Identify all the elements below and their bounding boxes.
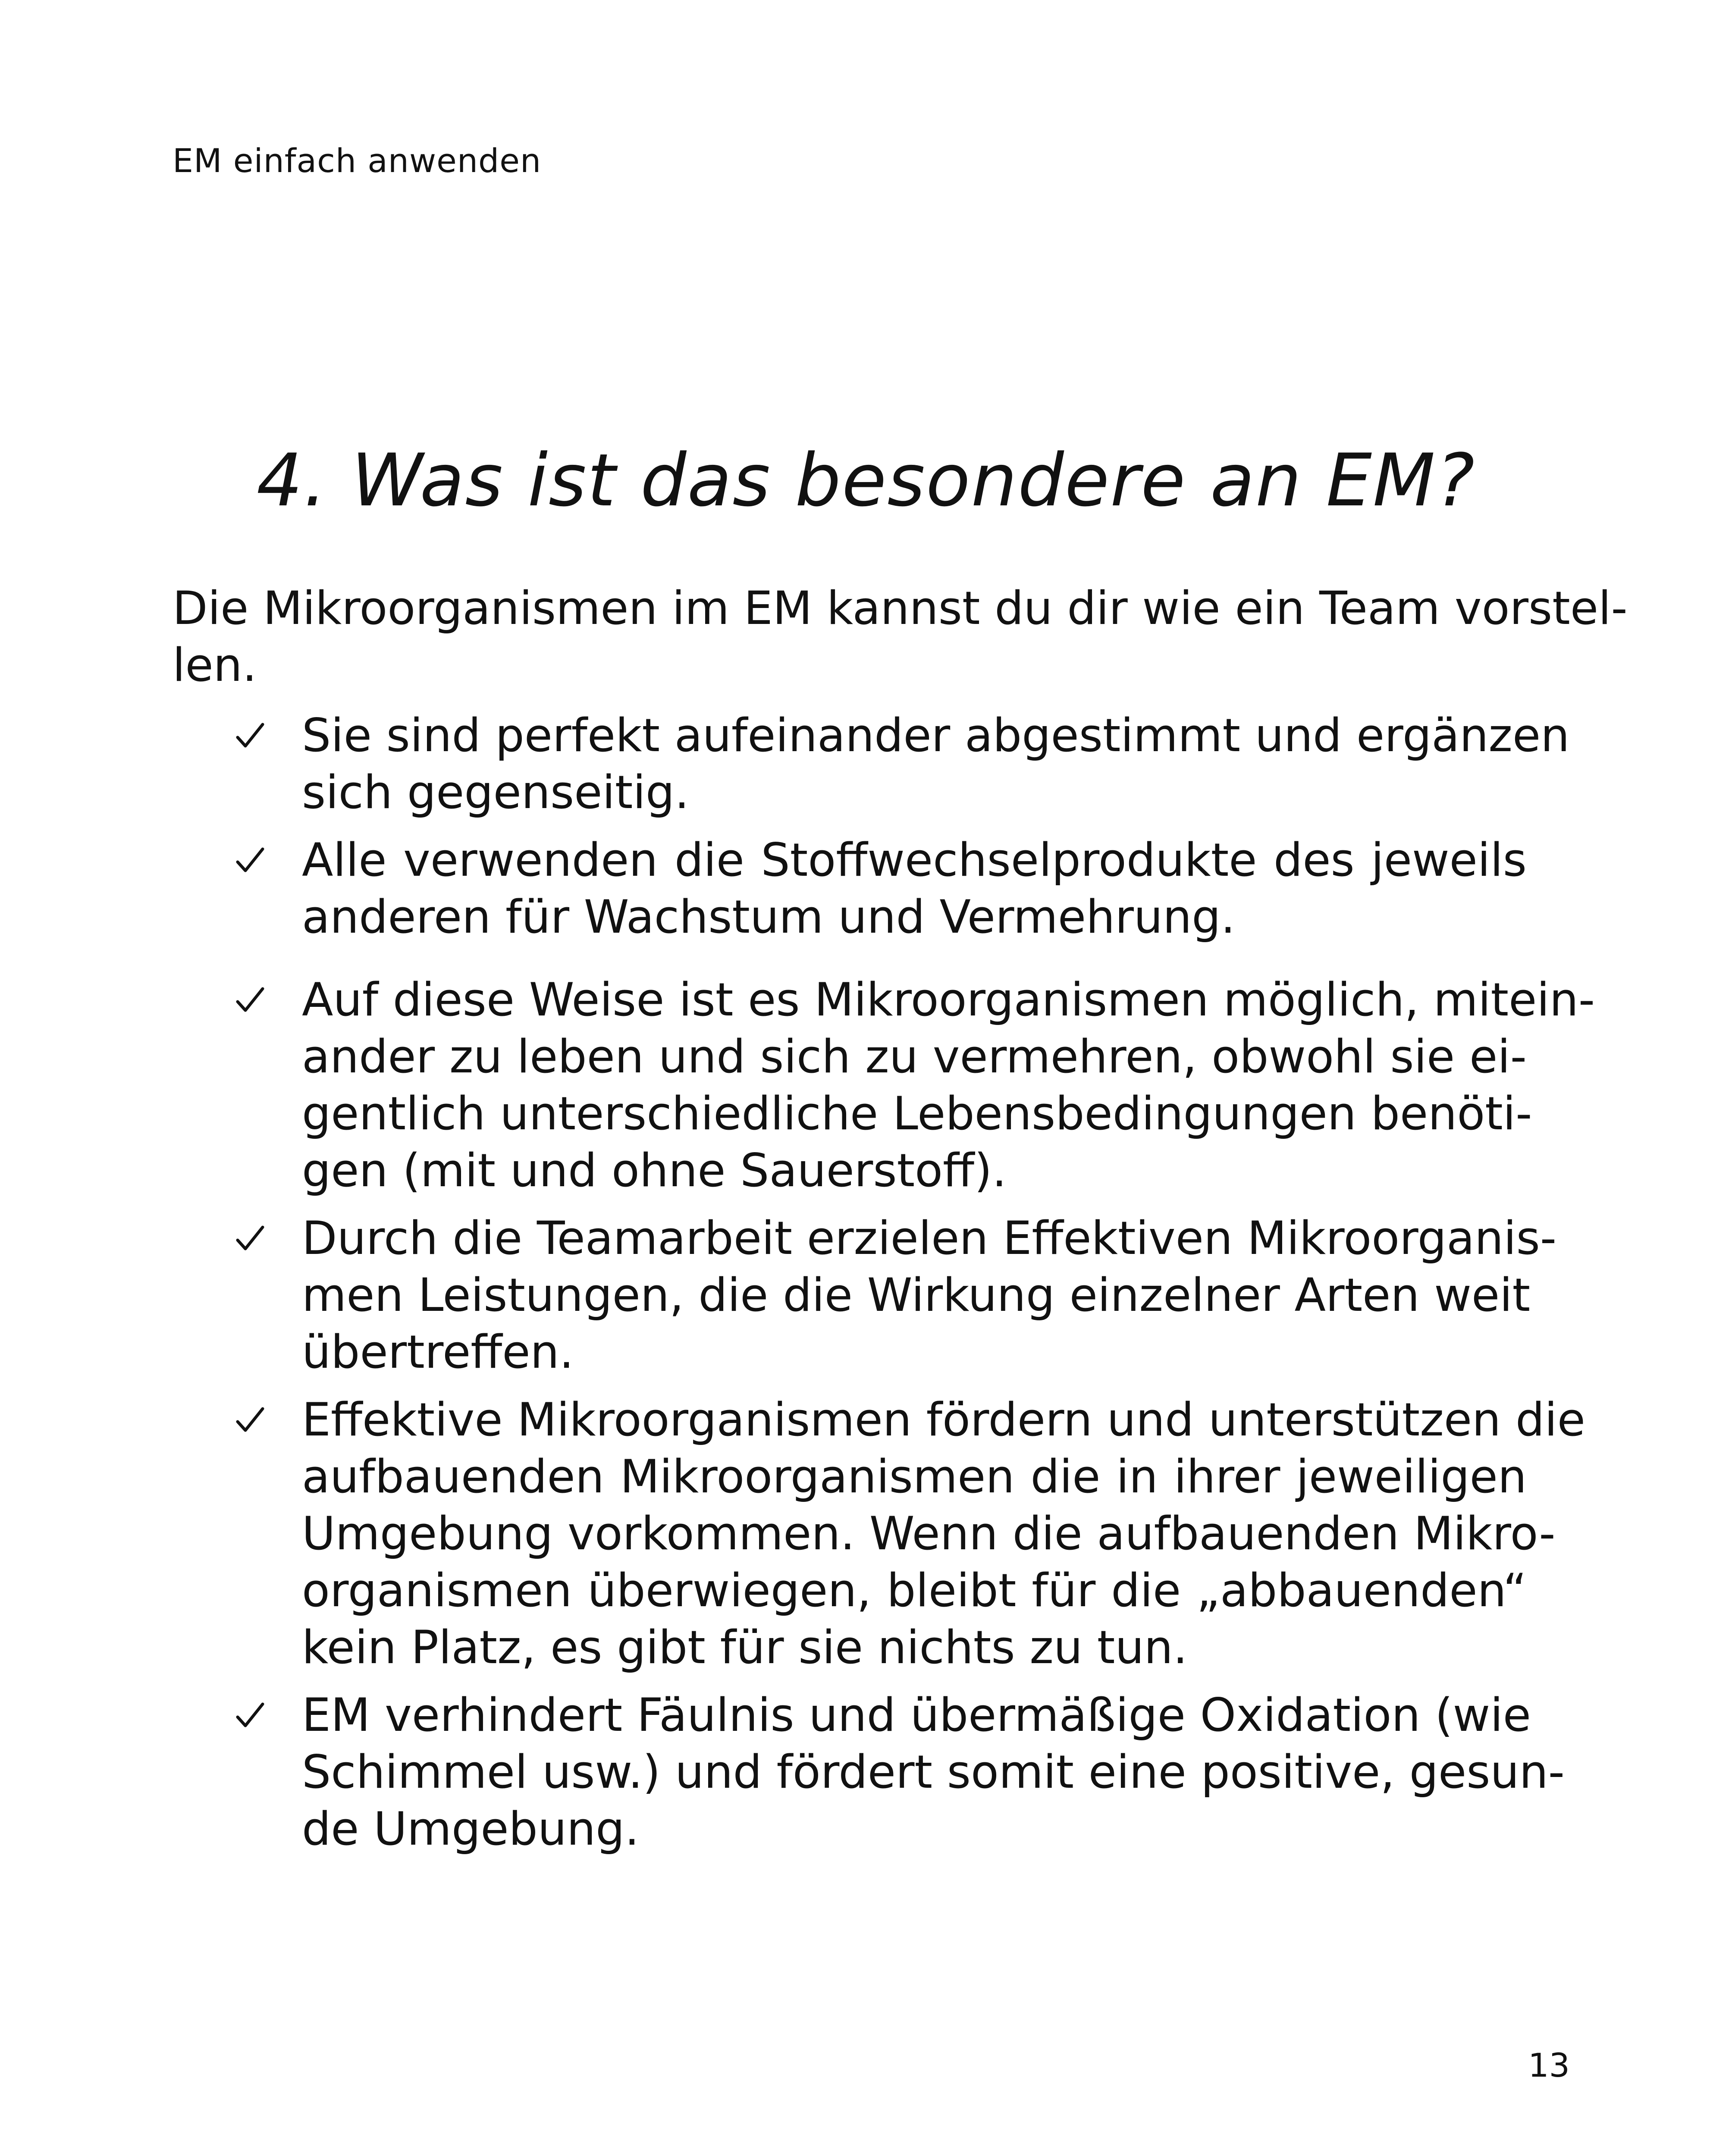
checklist-line: Umgebung vorkommen. Wenn die aufbauenden Mikro- [302, 1507, 1556, 1560]
checklist-line: übertreffen. [302, 1326, 574, 1379]
running-header: EM einfach anwenden [173, 141, 542, 180]
checklist-line: gen (mit und ohne Sauerstoff). [302, 1144, 1007, 1197]
checklist-line: EM verhindert Fäulnis und übermäßige Oxidation (wie [302, 1689, 1531, 1742]
checkmark-icon [233, 832, 267, 889]
checklist-item-text [302, 832, 1527, 946]
checklist-line: ander zu leben und sich zu vermehren, obwohl sie ei- [302, 1030, 1527, 1083]
checkmark-icon [233, 1391, 267, 1448]
page-number: 13 [1528, 2046, 1570, 2084]
checklist-item-text [302, 1687, 1565, 1858]
checkmark-icon [233, 971, 267, 1028]
checklist-line: Auf diese Weise ist es Mikroorganismen möglich, mitein- [302, 973, 1595, 1026]
checklist-line: anderen für Wachstum und Vermehrung. [302, 890, 1236, 943]
checklist-item-text [302, 707, 1570, 821]
checklist-item-text [302, 971, 1595, 1199]
checkmark-icon [233, 1687, 267, 1744]
checklist-item [233, 707, 1570, 821]
checklist [233, 707, 1595, 1868]
checklist-line: kein Platz, es gibt für sie nichts zu tun. [302, 1621, 1188, 1674]
chapter-title: 4. Was ist das besondere an EM? [256, 438, 1476, 523]
checklist-item [233, 1391, 1585, 1676]
checklist-line: de Umgebung. [302, 1802, 640, 1855]
checklist-line: Schimmel usw.) und fördert somit eine positive, gesun- [302, 1745, 1565, 1799]
checklist-item [233, 1687, 1565, 1858]
checklist-item-text [302, 1391, 1585, 1676]
checklist-line: sich gegenseitig. [302, 766, 689, 819]
intro-line: len. [173, 639, 257, 692]
checklist-line: Durch die Teamarbeit erzielen Effektiven Mikroorganis- [302, 1212, 1557, 1265]
checklist-item-text [302, 1210, 1557, 1381]
intro-line: Die Mikroorganismen im EM kannst du dir wie ein Team vorstel- [173, 582, 1628, 635]
checklist-item [233, 1210, 1557, 1381]
checklist-line: organismen überwiegen, bleibt für die „abbauenden“ [302, 1564, 1527, 1617]
checklist-line: Sie sind perfekt aufeinander abgestimmt und ergänzen [302, 709, 1570, 762]
checklist-line: gentlich unterschiedliche Lebensbedingungen benöti- [302, 1087, 1532, 1140]
checklist-line: Effektive Mikroorganismen fördern und unterstützen die [302, 1393, 1585, 1446]
checklist-line: Alle verwenden die Stoffwechselprodukte des jeweils [302, 834, 1527, 887]
checklist-item [233, 971, 1595, 1199]
checkmark-icon [233, 707, 267, 764]
checklist-line: men Leistungen, die die Wirkung einzelner Arten weit [302, 1269, 1531, 1322]
checkmark-icon [233, 1210, 267, 1267]
intro-paragraph [173, 580, 1628, 694]
checklist-item [233, 832, 1527, 946]
checklist-line: aufbauenden Mikroorganismen die in ihrer jeweiligen [302, 1450, 1527, 1503]
